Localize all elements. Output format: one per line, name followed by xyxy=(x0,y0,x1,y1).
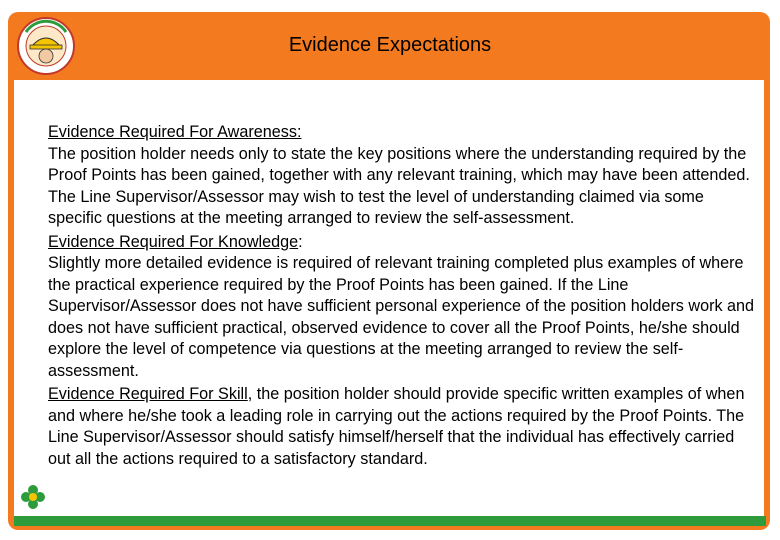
knowledge-text: Slightly more detailed evidence is required of relevant training completed plus examples of where the practical experience required by the Proof Points has been gained. If the Line Supervisor/Assessor does not have sufficient personal experience of the position holders work and does not have sufficient practical, observed evidence to cover all the Proof Points, he/she should explore the level of competence via questions at the meeting arranged to review the self-assessment. xyxy=(48,254,755,380)
footer-bar xyxy=(14,516,766,526)
flower-icon xyxy=(20,484,46,510)
content-body xyxy=(48,122,758,472)
knowledge-heading-colon: : xyxy=(298,232,303,251)
page-title: Evidence Expectations xyxy=(288,34,492,56)
skill-heading: Evidence Required For Skill xyxy=(48,385,248,403)
skill-text: , the position holder should provide specific written examples of when and where he/she took a leading role in carrying out the actions required by the Proof Points. The Line Supervisor/Assessor should satisfy himself/herself that the individual has effectively carried out all the actions required to a satisfactory standard. xyxy=(48,385,745,468)
awareness-heading: Evidence Required For Awareness: xyxy=(48,123,302,141)
knowledge-section xyxy=(48,232,758,383)
skill-section xyxy=(48,384,758,470)
awareness-text: The position holder needs only to state the key positions where the understanding required by the Proof Points has been gained, together with any relevant training, which may have been attended. The Line Supervisor/Assessor may wish to test the level of understanding claimed via some specific questions at the meeting arranged to review the self-assessment. xyxy=(48,144,750,227)
knowledge-heading: Evidence Required For Knowledge xyxy=(48,232,299,251)
awareness-section xyxy=(48,122,758,230)
